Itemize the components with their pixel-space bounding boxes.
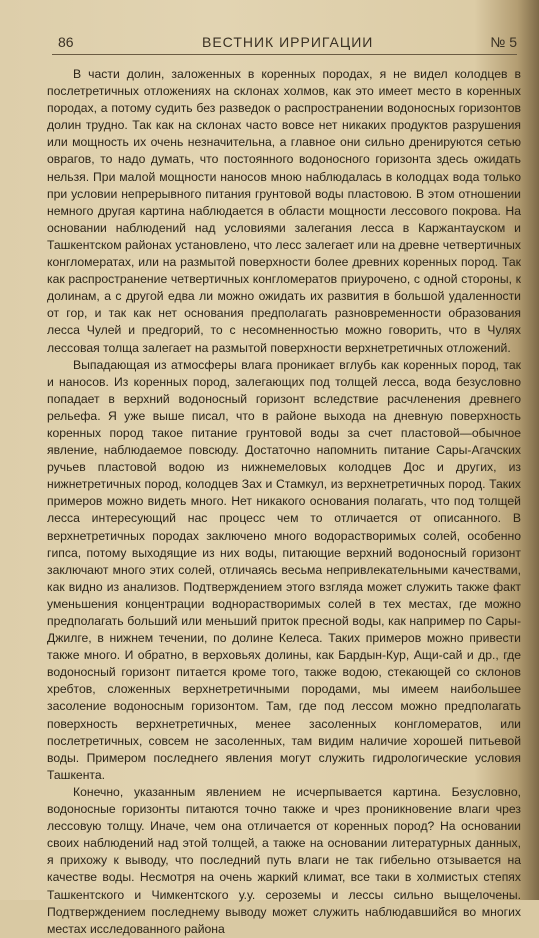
page-number: 86 (58, 34, 74, 50)
article-body (47, 66, 521, 938)
paragraph-2: Выпадающая из атмосферы влага проникает вглубь как коренных пород, так и наносов. Из коренных пород, залегающих под толщей лесса, вода безусловно попадает в верхний водоносный горизонт вследствие расчленения древнего рельефа. Я уже выше писал, что в районе выхода на дневную поверхность коренных пород такое питание грунтовой воды за счет пластовой—обычное явление, наблюдаемое повсюду. Достаточно напомнить питание Сары-Агачских ручьев пластовой водою из нижнемеловых колодцев Дос и других, из нижнетретичных пород, колодцев Зах и Стамкул, из верхнетретичных пород. Таких примеров можно видеть много. Нет никакого основания полагать, что под толщей лесса интересующий нас процесс чем то отличается от описанного. В верхнетретичных породах заключено много водорастворимых солей, особенно гипса, потому выходящие из них воды, питающие верхний водоносный горизонт заключают много этих солей, отличаясь весьма непривлекательными качествами, как видно из анализов. Подтверждением этого взгляда может служить также факт уменьшения концентрации воднорастворимых солей в тех местах, где можно предполагать больший или меньший приток пресной воды, как например по Сары-Джилге, в нижнем течении, по долине Келеса. Таких примеров можно привести также много. И обратно, в верховьях долины, как Бардын-Кур, Ащи-сай и др., где водоносный горизонт питается кроме того, также водою, стекающей со склонов хребтов, сложенных верхнетретичными породами, мы имеем наибольшее засоление водоносным горизонтом. Там, где под лессом можно предполагать поверхность верхнетретичных, менее засоленных конгломератов, или послетретичных, совсем не засоленных, там видим наличие хорошей питьевой воды. Примером последнего явления могут служить гидрологические условия Ташкента. (47, 357, 521, 782)
paragraph-1: В части долин, заложенных в коренных породах, я не видел колодцев в послетретичных отложениях на склонах холмов, как это имеет место в коренных породах, а потому судить без разведок о распространении водоносных горизонтов долин трудно. Так как на склонах часто вовсе нет никаких продуктов разрушения или мощность их очень незначительна, а главное они сильно дренируются сетью оврагов, то надо думать, что постоянного водоносного горизонта здесь ожидать нельзя. При малой мощности наносов мною наблюдалась в колодцах вода только при условии непрерывного питания грунтовой воды пластовою. В этом отношении немного другая картина наблюдается в области мощности лессового покрова. На основании наблюдений над условиями залегания лесса в Каржантауском и Ташкентском районах установлено, что лесс залегает или на древне четвертичных конгломератах, или на размытой поверхности более древних коренных пород. Так как распространение четвертичных конгломератов приурочено, с одной стороны, к долинам, а с другой едва ли можно ожидать их развития в большой удаленности от гор, и так как нет основания предполагать разновременности образования лесса Чулей и предгорий, то с несомненностью можно говорить, что в Чулях лессовая толща залегает на размытой поверхности верхнетретичных отложений. (47, 67, 521, 355)
page-header (30, 34, 521, 54)
journal-title: ВЕСТНИК ИРРИГАЦИИ (202, 34, 374, 50)
issue-number: № 5 (490, 34, 517, 50)
header-rule (52, 54, 517, 55)
paragraph-3: Конечно, указанным явлением не исчерпывается картина. Безусловно, водоносные горизонты питаются точно также и чрез проникновение влаги чрез лессовую толщу. Иначе, чем она отличается от коренных пород? На основании своих наблюдений над этой толщей, а также на основании литературных данных, я прихожу к выводу, что последний путь влаги не так гибельно отзывается на качестве воды. Несмотря на очень жаркий климат, все таки в холмистых степях Ташкентского и Чимкентского у.у. сероземы и лессы сильно выщелочены. Подтверждением последнему выводу может служить наблюдавшийся во многих местах исследованного района (47, 784, 521, 936)
